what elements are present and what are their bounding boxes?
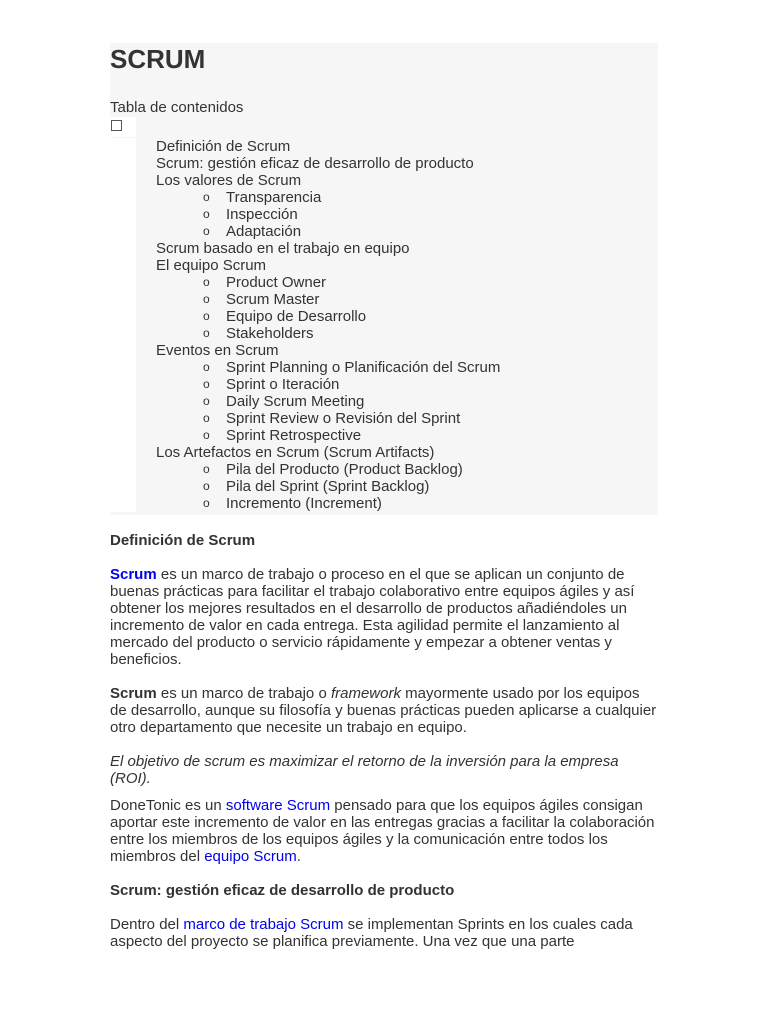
toc-item[interactable] [110, 172, 658, 189]
toc-item-margin [110, 206, 136, 223]
toc-item[interactable] [110, 308, 658, 325]
toc-item-label: Sprint Review o Revisión del Sprint [226, 410, 461, 427]
toc-item-label: Los valores de Scrum [156, 172, 302, 189]
paragraph-4 [110, 797, 658, 865]
toc-item-margin [110, 240, 136, 257]
toc-item-margin [110, 495, 136, 512]
toc-item-label: Transparencia [226, 189, 322, 206]
toc-item-label: El equipo Scrum [156, 257, 267, 274]
toc-item[interactable] [110, 359, 658, 376]
toc-item[interactable] [110, 223, 658, 240]
paragraph-2 [110, 685, 658, 736]
toc-item-margin [110, 291, 136, 308]
toc-item-margin [110, 342, 136, 359]
toc-item-label: Pila del Producto (Product Backlog) [226, 461, 463, 478]
toc-item[interactable] [110, 257, 658, 274]
toc-item[interactable] [110, 376, 658, 393]
toc-item[interactable] [110, 155, 658, 172]
paragraph-2-text-b: mayormente usado por los equipos de desarrollo, aunque su filosofía y buenas prácticas pueden aplicarse a cualquier otro departamento que necesite un trabajo en equipo. [110, 685, 657, 736]
toc-item[interactable] [110, 427, 658, 444]
marco-trabajo-link[interactable]: marco de trabajo Scrum [183, 916, 344, 933]
toc-item-margin [110, 359, 136, 376]
paragraph-5 [110, 916, 658, 950]
toc-item-label: Los Artefactos en Scrum (Scrum Artifacts) [156, 444, 435, 461]
paragraph-1 [110, 566, 658, 668]
toc-item-margin [110, 427, 136, 444]
toc-item-label: Inspección [226, 206, 298, 223]
toc-item-label: Daily Scrum Meeting [226, 393, 365, 410]
toc-item-margin [110, 444, 136, 461]
toc-label: Tabla de contenidos [110, 99, 244, 116]
toc-item-margin [110, 393, 136, 410]
toc-item-margin [110, 325, 136, 342]
paragraph-3 [110, 753, 658, 787]
paragraph-4-text-a: DoneTonic es un [110, 797, 226, 814]
framework-italic: framework [330, 685, 401, 702]
toc-item-label: Incremento (Increment) [226, 495, 382, 512]
paragraph-5-text-b: se implementan Sprints en los cuales cada aspecto del proyecto se planifica previamente. Una vez que una parte [110, 916, 633, 950]
paragraph-1-text: es un marco de trabajo o proceso en el que se aplican un conjunto de buenas prácticas para facilitar el trabajo colaborativo entre equipos ágiles y así obtener los mejores resultados en el desarrollo de productos añadiéndoles un incremento de valor en cada entrega. Esta agilidad permite el lanzamiento al mercado del producto o servicio rápidamente y empezar a obtener ventas y beneficios. [110, 566, 635, 668]
scrum-link[interactable]: Scrum [110, 566, 157, 583]
heading-definicion: Definición de Scrum [110, 532, 256, 549]
section-gestion [110, 882, 658, 899]
toc-item-label: Product Owner [226, 274, 327, 291]
toc-list [110, 138, 658, 512]
toc-item-label: Definición de Scrum [156, 138, 291, 155]
equipo-scrum-link[interactable]: equipo Scrum [204, 848, 297, 865]
toc-item-margin [110, 461, 136, 478]
toc-item[interactable] [110, 495, 658, 512]
toc-item-label: Equipo de Desarrollo [226, 308, 367, 325]
toc-item[interactable] [110, 291, 658, 308]
toc-item-margin [110, 308, 136, 325]
paragraph-4-text-b: pensado para que los equipos ágiles consigan aportar este incremento de valor en las entregas gracias a facilitar la colaboración entre los miembros de los equipos ágiles y la comunicación entre todos los miembros del [110, 797, 655, 865]
toc-item[interactable] [110, 444, 658, 461]
toc-item[interactable] [110, 325, 658, 342]
toc-item-margin [110, 274, 136, 291]
toc-item-margin [110, 155, 136, 172]
toc-item[interactable] [110, 461, 658, 478]
toc-item-margin [110, 223, 136, 240]
toc-item[interactable] [110, 206, 658, 223]
toc-item-label: Sprint o Iteración [226, 376, 340, 393]
toc-item-label: Sprint Retrospective [226, 427, 362, 444]
heading-gestion: Scrum: gestión eficaz de desarrollo de producto [110, 882, 455, 899]
toc-item-margin [110, 410, 136, 427]
toc-item-margin [110, 478, 136, 495]
toc-item-margin [110, 257, 136, 274]
toc-item-margin [110, 172, 136, 189]
toc-item-label: Stakeholders [226, 325, 314, 342]
toc-item[interactable] [110, 393, 658, 410]
toc-item-label: Scrum: gestión eficaz de desarrollo de producto [156, 155, 474, 172]
toc-item-label: Scrum Master [226, 291, 320, 308]
toc-item-margin [110, 189, 136, 206]
toc-item-label: Adaptación [226, 223, 302, 240]
toc-item[interactable] [110, 410, 658, 427]
toc-item[interactable] [110, 274, 658, 291]
scrum-bold: Scrum [110, 685, 157, 702]
toc-item-label: Sprint Planning o Planificación del Scrum [226, 359, 501, 376]
toc-item[interactable] [110, 342, 658, 359]
paragraph-2-text-a: es un marco de trabajo o [156, 685, 331, 702]
toc-toggle-checkbox[interactable] [111, 120, 122, 131]
paragraph-4-text-c: . [296, 848, 301, 865]
toc-item-label: Pila del Sprint (Sprint Backlog) [226, 478, 430, 495]
section-definicion [110, 532, 658, 549]
toc-item-label: Eventos en Scrum [156, 342, 279, 359]
toc-item[interactable] [110, 138, 658, 155]
paragraph-5-text-a: Dentro del [110, 916, 184, 933]
page-title: SCRUM [110, 44, 206, 74]
toc-item[interactable] [110, 478, 658, 495]
toc-item-margin [110, 376, 136, 393]
objective-text: El objetivo de scrum es maximizar el retorno de la inversión para la empresa (ROI). [110, 753, 619, 787]
software-scrum-link[interactable]: software Scrum [225, 797, 331, 814]
toc-item-margin [110, 138, 136, 155]
toc-item[interactable] [110, 240, 658, 257]
toc-item-label: Scrum basado en el trabajo en equipo [156, 240, 410, 257]
toc-item[interactable] [110, 189, 658, 206]
